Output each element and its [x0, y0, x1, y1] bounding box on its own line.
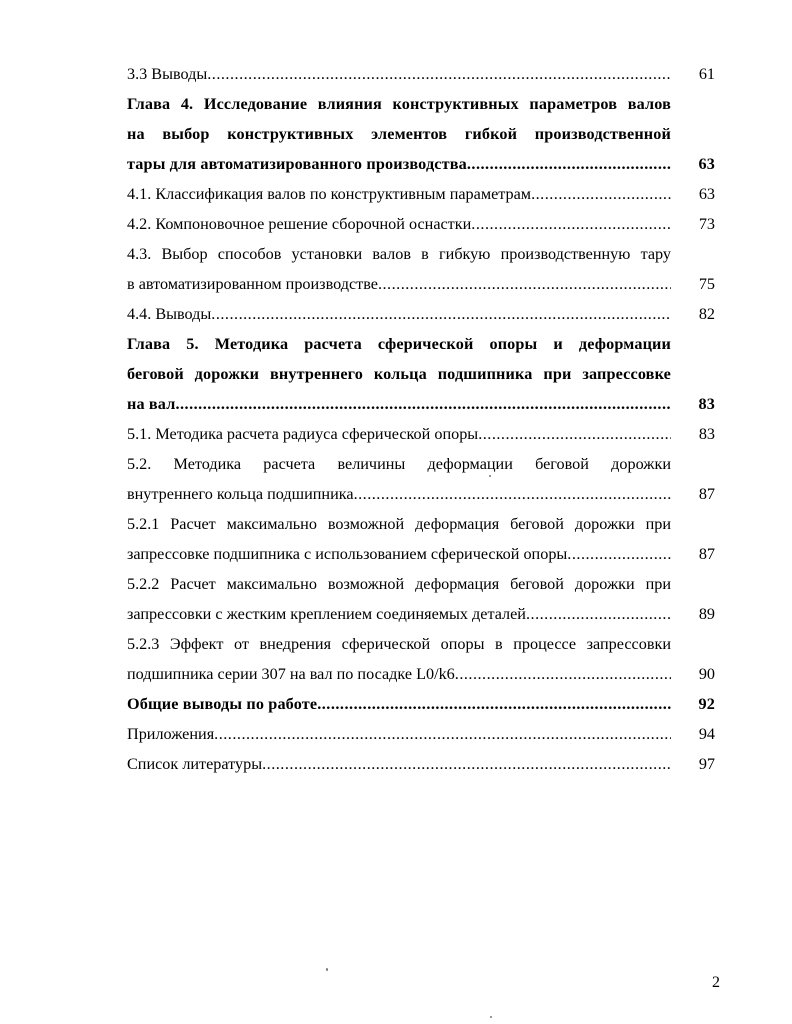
dot-leader [211, 299, 671, 329]
toc-4-3-title-line-1: 4.3. Выбор способов установки валов в гибкую производственную тару [127, 245, 671, 263]
dot-leader [378, 269, 671, 299]
toc-entry-title: Приложения [127, 725, 215, 743]
toc-chapter-5-title-line-2: беговой дорожки внутреннего кольца подшипника при запрессовке [127, 365, 671, 383]
toc-entry-5-2 [127, 479, 715, 509]
toc-page-number: 97 [698, 755, 715, 773]
dot-leader [214, 719, 671, 749]
toc-page-number: 82 [698, 305, 715, 323]
toc-page-number: 94 [698, 725, 715, 743]
toc-entry-title: внутреннего кольца подшипника [127, 485, 354, 503]
toc-entry-chapter-5 [127, 389, 715, 419]
toc-entry-5-1 [127, 419, 715, 449]
toc-page-number: 89 [698, 605, 715, 623]
toc-5-2-title-line-1: 5.2. Методика расчета величины деформации беговой дорожки [127, 455, 671, 473]
toc-entry-4-3 [127, 269, 715, 299]
toc-page-number: 61 [698, 65, 715, 83]
toc-entry-5-2-2 [127, 599, 715, 629]
toc-entry-3-3 [127, 59, 715, 89]
toc-entry-4-4 [127, 299, 715, 329]
toc-entry-title: Список литературы [127, 755, 263, 773]
toc-entry-title: на вал [127, 395, 176, 413]
toc-entry-appendices [127, 719, 715, 749]
dot-leader [526, 599, 671, 629]
toc-entry-chapter-4 [127, 149, 715, 179]
toc-entry-title: запрессовке подшипника с использованием сферической опоры [127, 545, 568, 563]
dot-leader [207, 59, 671, 89]
toc-page-number: 73 [698, 215, 715, 233]
toc-entry-general-conclusions [127, 689, 715, 719]
dot-leader [467, 149, 671, 179]
toc-entry-title: 4.1. Классификация валов по конструктивным параметрам [127, 185, 532, 203]
toc-entry-5-2-3 [127, 659, 715, 689]
toc-page-number: 83 [698, 425, 715, 443]
toc-5-2-1-title-line-1: 5.2.1 Расчет максимально возможной деформация беговой дорожки при [127, 515, 671, 533]
toc-page-number: 92 [698, 695, 715, 713]
toc-page-number: 87 [698, 485, 715, 503]
dot-leader [317, 689, 671, 719]
toc-entry-title: Общие выводы по работе [127, 695, 318, 713]
dot-leader [567, 539, 671, 569]
toc-entry-title: тары для автоматизированного производства [127, 155, 467, 173]
toc-entry-5-2-1 [127, 539, 715, 569]
toc-entry-title: 4.4. Выводы [127, 305, 212, 323]
dot-leader [175, 389, 671, 419]
toc-5-2-2-title-line-1: 5.2.2 Расчет максимально возможной деформация беговой дорожки при [127, 575, 671, 593]
toc-5-2-3-title-line-1: 5.2.3 Эффект от внедрения сферической опоры в процессе запрессовки [127, 635, 671, 653]
toc-page-number: 87 [698, 545, 715, 563]
dot-leader [354, 479, 671, 509]
toc-page-number: 83 [698, 395, 715, 413]
toc-page-number: 90 [698, 665, 715, 683]
toc-entry-title: 4.2. Компоновочное решение сборочной оснастки [127, 215, 472, 233]
page-number: 2 [712, 974, 720, 991]
toc-entry-4-1 [127, 179, 715, 209]
dot-leader [478, 419, 671, 449]
toc-entry-4-2 [127, 209, 715, 239]
scan-speck [326, 968, 328, 971]
table-of-contents [127, 59, 715, 779]
dot-leader [471, 209, 671, 239]
dot-leader [531, 179, 671, 209]
toc-page-number: 63 [698, 155, 715, 173]
toc-entry-title: запрессовки с жестким креплением соединяемых деталей [127, 605, 526, 623]
toc-entry-title: подшипника серии 307 на вал по посадке L0/k6 [127, 665, 455, 683]
toc-page-number: 75 [698, 275, 715, 293]
scan-speck [489, 475, 491, 477]
toc-entry-title: 3.3 Выводы [127, 65, 208, 83]
toc-chapter-4-title-line-1: Глава 4. Исследование влияния конструктивных параметров валов [127, 95, 671, 113]
toc-entry-references [127, 749, 715, 779]
toc-entry-title: в автоматизированном производстве [127, 275, 378, 293]
toc-chapter-4-title-line-2: на выбор конструктивных элементов гибкой производственной [127, 125, 671, 143]
dot-leader [455, 659, 671, 689]
toc-entry-title: 5.1. Методика расчета радиуса сферической опоры [127, 425, 479, 443]
toc-page-number: 63 [698, 185, 715, 203]
dot-leader [262, 749, 671, 779]
scan-speck [490, 1016, 492, 1018]
toc-chapter-5-title-line-1: Глава 5. Методика расчета сферической опоры и деформации [127, 335, 671, 353]
